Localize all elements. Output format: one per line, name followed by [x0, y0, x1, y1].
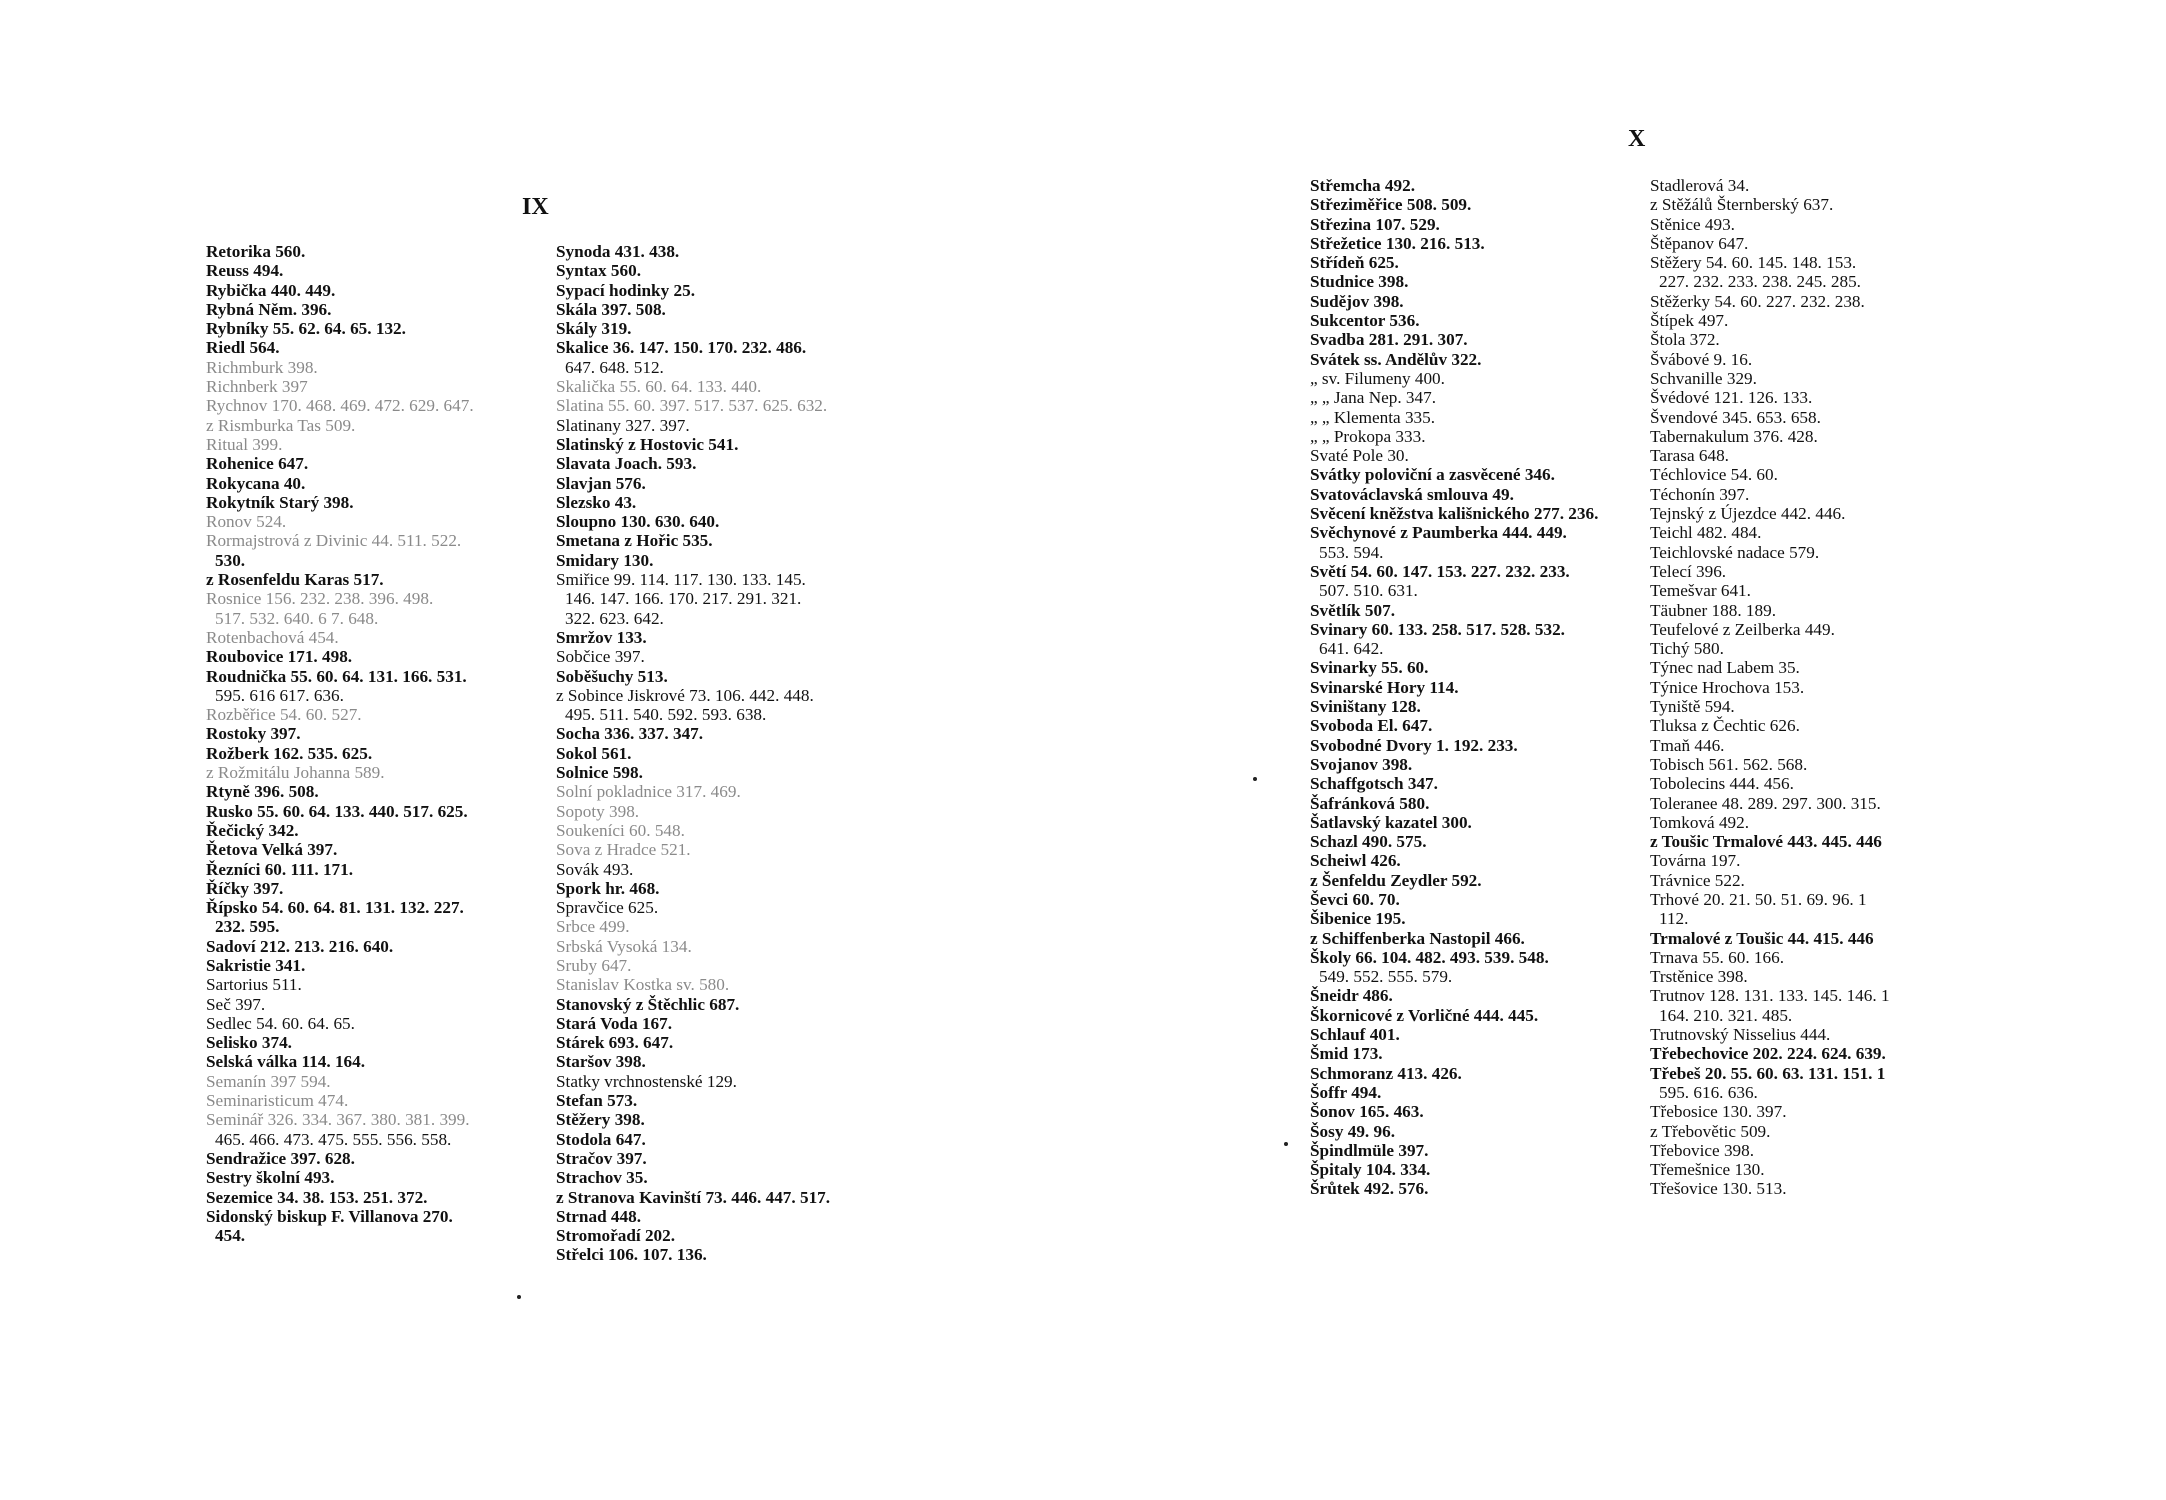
stray-dot — [1253, 777, 1257, 781]
index-entry: Sedlec 54. 60. 64. 65. — [206, 1013, 355, 1033]
index-entry: 164. 210. 321. 485. — [1659, 1005, 1793, 1025]
index-entry: Seminaristicum 474. — [206, 1091, 349, 1111]
index-entry: Stěžery 54. 60. 145. 148. 153. — [1650, 253, 1857, 273]
index-entry: Třemešnice 130. — [1650, 1160, 1765, 1180]
index-entry: Rybička 440. 449. — [206, 280, 336, 300]
index-entry: Retorika 560. — [206, 242, 306, 261]
index-entry: Továrna 197. — [1650, 851, 1741, 871]
index-entry: Spravčice 625. — [556, 898, 659, 918]
index-entry: Teichl 482. 484. — [1650, 523, 1762, 543]
index-entry: Slavjan 576. — [556, 473, 646, 493]
index-entry: 454. — [215, 1226, 246, 1246]
index-entry: Smiřice 99. 114. 117. 130. 133. 145. — [556, 570, 806, 590]
index-entry: Střemcha 492. — [1310, 176, 1416, 195]
index-entry: 112. — [1659, 909, 1689, 929]
index-entry: Täubner 188. 189. — [1650, 600, 1777, 620]
index-entry: Sviništany 128. — [1310, 697, 1421, 717]
page-number-right: X — [1628, 126, 1646, 152]
index-entry: Rychnov 170. 468. 469. 472. 629. 647. — [206, 396, 474, 416]
index-entry: 507. 510. 631. — [1319, 581, 1418, 601]
index-entry: 465. 466. 473. 475. 555. 556. 558. — [215, 1129, 452, 1149]
index-entry: 641. 642. — [1319, 639, 1384, 659]
stray-dot — [517, 1295, 521, 1299]
index-entry: 495. 511. 540. 592. 593. 638. — [565, 705, 767, 725]
index-entry: Tmaň 446. — [1650, 735, 1725, 755]
index-entry: Slavata Joach. 593. — [556, 454, 697, 474]
index-entry: Rokytník Starý 398. — [206, 492, 354, 512]
index-entry: Ronov 524. — [206, 512, 287, 532]
index-entry: z Rosenfeldu Karas 517. — [206, 570, 384, 590]
stray-dot — [1284, 1142, 1288, 1146]
index-entry: Slatinany 327. 397. — [556, 415, 690, 435]
index-entry: Říčky 397. — [206, 878, 284, 898]
index-entry: Rotenbachová 454. — [206, 627, 339, 647]
index-entry: Týnice Hrochova 153. — [1650, 677, 1805, 697]
index-entry: Teufelové z Zeilberka 449. — [1650, 619, 1835, 639]
index-entry: Stárek 693. 647. — [556, 1033, 674, 1053]
index-entry: Schvanille 329. — [1650, 368, 1757, 388]
index-entry: Střezina 107. 529. — [1310, 214, 1440, 234]
index-entry: Seminář 326. 334. 367. 380. 381. 399. — [206, 1110, 470, 1130]
index-entry: Tichý 580. — [1650, 639, 1724, 659]
index-entry: „ „ Klementa 335. — [1310, 407, 1436, 427]
index-entry: 322. 623. 642. — [565, 608, 664, 628]
index-entry: Strnad 448. — [556, 1206, 641, 1226]
index-entry: Smidary 130. — [556, 550, 654, 570]
index-entry: Roudnička 55. 60. 64. 131. 166. 531. — [206, 666, 467, 686]
index-entry: Teichlovské nadace 579. — [1650, 542, 1820, 562]
index-entry: Škornicové z Vorličné 444. 445. — [1310, 1005, 1539, 1025]
index-entry: Školy 66. 104. 482. 493. 539. 548. — [1310, 947, 1549, 967]
index-entry: Téchlovice 54. 60. — [1650, 465, 1778, 485]
index-entry: Střelci 106. 107. 136. — [556, 1245, 707, 1265]
index-entry: Studnice 398. — [1310, 272, 1409, 292]
index-entry: Řezníci 60. 111. 171. — [206, 859, 354, 879]
index-entry: Stodola 647. — [556, 1129, 646, 1149]
index-entry: 517. 532. 640. 6 7. 648. — [215, 608, 379, 628]
index-entry: Roubovice 171. 498. — [206, 647, 353, 667]
index-entry: z Stěžálů Šternberský 637. — [1650, 195, 1834, 215]
index-entry: Šosy 49. 96. — [1310, 1121, 1395, 1141]
index-entry: Schmoranz 413. 426. — [1310, 1063, 1462, 1083]
index-entry: Svobodné Dvory 1. 192. 233. — [1310, 735, 1518, 755]
index-entry: Tomková 492. — [1650, 812, 1750, 832]
index-entry: Trutnov 128. 131. 133. 145. 146. 1 — [1650, 986, 1890, 1006]
index-entry: Rybná Něm. 396. — [206, 299, 332, 319]
index-entry: Stromořadí 202. — [556, 1226, 676, 1246]
index-entry: Toleranee 48. 289. 297. 300. 315. — [1650, 793, 1881, 813]
index-entry: Tarasa 648. — [1650, 446, 1729, 466]
index-entry: Solní pokladnice 317. 469. — [556, 782, 741, 802]
index-entry: Švédové 121. 126. 133. — [1650, 388, 1813, 408]
index-entry: Skála 397. 508. — [556, 299, 666, 319]
index-entry: 530. — [215, 550, 246, 570]
index-entry: „ „ Prokopa 333. — [1310, 426, 1426, 446]
index-entry: Reuss 494. — [206, 261, 284, 281]
index-entry: Svinarky 55. 60. — [1310, 658, 1429, 678]
index-entry: z Stranova Kavinští 73. 446. 447. 517. — [556, 1187, 831, 1207]
index-entry: Třebovice 398. — [1650, 1140, 1755, 1160]
index-entry: Třebosice 130. 397. — [1650, 1102, 1787, 1122]
index-entry: Sezemice 34. 38. 153. 251. 372. — [206, 1187, 428, 1207]
index-entry: Tyniště 594. — [1650, 697, 1735, 717]
index-entry: Stefan 573. — [556, 1091, 638, 1111]
index-entry: Rtyně 396. 508. — [206, 782, 319, 802]
index-entry: Skalička 55. 60. 64. 133. 440. — [556, 377, 762, 397]
index-entry: Sudějov 398. — [1310, 291, 1404, 311]
index-entry: Špitaly 104. 334. — [1310, 1160, 1431, 1180]
index-entry: Svadba 281. 291. 307. — [1310, 330, 1468, 350]
index-entry: Soběšuchy 513. — [556, 666, 668, 686]
index-entry: z Sobince Jiskrové 73. 106. 442. 448. — [556, 685, 814, 705]
index-entry: Sloupno 130. 630. 640. — [556, 512, 720, 532]
index-entry: Šonov 165. 463. — [1310, 1102, 1424, 1122]
index-entry: Rostoky 397. — [206, 724, 301, 744]
index-entry: Sartorius 511. — [206, 975, 302, 995]
index-entry: Richnberk 397 — [206, 377, 308, 397]
index-entry: Tejnský z Újezdce 442. 446. — [1650, 504, 1846, 524]
index-entry: Střežetice 130. 216. 513. — [1310, 233, 1485, 253]
index-entry: Rybníky 55. 62. 64. 65. 132. — [206, 319, 406, 339]
index-entry: Stadlerová 34. — [1650, 176, 1750, 195]
index-entry: 553. 594. — [1319, 542, 1384, 562]
index-entry: z Rožmitálu Johanna 589. — [206, 763, 385, 783]
index-entry: Smržov 133. — [556, 627, 647, 647]
index-entry: Sendražice 397. 628. — [206, 1148, 355, 1168]
index-entry: Sakristie 341. — [206, 955, 306, 975]
index-entry: Rozběřice 54. 60. 527. — [206, 705, 362, 725]
index-entry: Schlauf 401. — [1310, 1025, 1400, 1045]
index-entry: Rormajstrová z Divinic 44. 511. 522. — [206, 531, 462, 551]
index-entry: 647. 648. 512. — [565, 357, 664, 377]
index-entry: Sopoty 398. — [556, 801, 640, 821]
index-entry: Sukcentor 536. — [1310, 311, 1420, 331]
index-entry: Selisko 374. — [206, 1033, 292, 1053]
index-entry: Srbce 499. — [556, 917, 630, 937]
index-entry: z Toušic Trmalové 443. 445. 446 — [1650, 832, 1882, 852]
index-entry: Trávnice 522. — [1650, 870, 1745, 890]
index-entry: z Třebovětic 509. — [1650, 1121, 1771, 1141]
index-entry: Třebeš 20. 55. 60. 63. 131. 151. 1 — [1650, 1063, 1886, 1083]
index-entry: Svátky poloviční a zasvěcené 346. — [1310, 465, 1555, 485]
index-column-left-2 — [556, 242, 830, 1265]
index-entry: Scheiwl 426. — [1310, 851, 1401, 871]
index-entry: Řetova Velká 397. — [206, 840, 338, 860]
index-entry: Šmid 173. — [1310, 1044, 1383, 1064]
index-entry: Tluksa z Čechtic 626. — [1650, 716, 1800, 736]
index-entry: Temešvar 641. — [1650, 581, 1751, 601]
index-entry: Ševci 60. 70. — [1310, 889, 1400, 909]
index-entry: Střídeň 625. — [1310, 253, 1399, 273]
index-entry: Světí 54. 60. 147. 153. 227. 232. 233. — [1310, 561, 1570, 581]
index-entry: Šrůtek 492. 576. — [1310, 1179, 1429, 1199]
index-entry: Řípsko 54. 60. 64. 81. 131. 132. 227. — [206, 898, 464, 918]
index-entry: Šatlavský kazatel 300. — [1310, 812, 1472, 832]
index-entry: z Šenfeldu Zeydler 592. — [1310, 870, 1482, 890]
index-entry: Švábové 9. 16. — [1650, 349, 1753, 369]
index-entry: Švendové 345. 653. 658. — [1650, 407, 1821, 427]
index-entry: 146. 147. 166. 170. 217. 291. 321. — [565, 589, 802, 609]
index-entry: Sadoví 212. 213. 216. 640. — [206, 936, 394, 956]
index-entry: Sova z Hradce 521. — [556, 840, 691, 860]
index-entry: z Rismburka Tas 509. — [206, 415, 356, 435]
index-entry: Staršov 398. — [556, 1052, 646, 1072]
index-entry: Seč 397. — [206, 994, 266, 1014]
index-entry: Smetana z Hořic 535. — [556, 531, 713, 551]
page-number-left: IX — [522, 194, 549, 220]
index-entry: Telecí 396. — [1650, 561, 1727, 581]
index-entry: Sokol 561. — [556, 743, 632, 763]
index-entry: Schazl 490. 575. — [1310, 832, 1427, 852]
index-entry: Tabernakulum 376. 428. — [1650, 426, 1818, 446]
index-entry: Skály 319. — [556, 319, 632, 339]
index-entry: Šafránková 580. — [1310, 793, 1430, 813]
index-entry: Slatina 55. 60. 397. 517. 537. 625. 632. — [556, 396, 828, 416]
index-entry: Stračov 397. — [556, 1148, 647, 1168]
index-entry: Štípek 497. — [1650, 311, 1729, 331]
index-entry: Rokycana 40. — [206, 473, 306, 493]
index-entry: 227. 232. 233. 238. 245. 285. — [1659, 272, 1861, 292]
index-entry: 595. 616 617. 636. — [215, 685, 344, 705]
index-entry: Štola 372. — [1650, 330, 1720, 350]
index-entry: Schaffgotsch 347. — [1310, 774, 1438, 794]
index-entry: Trutnovský Nisselius 444. — [1650, 1025, 1831, 1045]
index-entry: Tobolecins 444. 456. — [1650, 774, 1794, 794]
index-entry: Třebechovice 202. 224. 624. 639. — [1650, 1044, 1886, 1064]
index-entry: „ „ Jana Nep. 347. — [1310, 388, 1436, 408]
index-entry: Svinarské Hory 114. — [1310, 677, 1459, 697]
index-entry: Stěnice 493. — [1650, 214, 1735, 234]
index-entry: Šneidr 486. — [1310, 986, 1393, 1006]
index-entry: Semanín 397 594. — [206, 1071, 331, 1091]
index-entry: Světlík 507. — [1310, 600, 1395, 620]
index-entry: Richmburk 398. — [206, 357, 318, 377]
index-entry: Skalice 36. 147. 150. 170. 232. 486. — [556, 338, 807, 358]
index-entry: Srbská Vysoká 134. — [556, 936, 692, 956]
index-column-left-1 — [206, 242, 474, 1245]
index-entry: Třešovice 130. 513. — [1650, 1179, 1787, 1199]
index-entry: Stěžerky 54. 60. 227. 232. 238. — [1650, 291, 1865, 311]
index-entry: Svatováclavská smlouva 49. — [1310, 484, 1514, 504]
index-entry: Tobisch 561. 562. 568. — [1650, 754, 1808, 774]
index-entry: Trnava 55. 60. 166. — [1650, 947, 1784, 967]
index-entry: Ritual 399. — [206, 434, 283, 454]
index-entry: Šibenice 195. — [1310, 909, 1406, 929]
index-entry: Spork hr. 468. — [556, 878, 660, 898]
index-entry: Řečický 342. — [206, 820, 299, 840]
index-entry: 232. 595. — [215, 917, 280, 937]
index-entry: Rožberk 162. 535. 625. — [206, 743, 373, 763]
index-entry: Štěpanov 647. — [1650, 233, 1749, 253]
index-entry: Syntax 560. — [556, 261, 641, 281]
index-entry: Stanovský z Štěchlic 687. — [556, 994, 740, 1014]
index-column-right-2 — [1650, 176, 1890, 1199]
index-entry: Stará Voda 167. — [556, 1013, 673, 1033]
index-entry: Stanislav Kostka sv. 580. — [556, 975, 730, 995]
index-entry: 549. 552. 555. 579. — [1319, 967, 1453, 987]
index-entry: Šoffr 494. — [1310, 1082, 1382, 1102]
index-entry: Rusko 55. 60. 64. 133. 440. 517. 625. — [206, 801, 468, 821]
index-entry: Rohenice 647. — [206, 454, 309, 474]
index-entry: 595. 616. 636. — [1659, 1082, 1758, 1102]
index-entry: Svaté Pole 30. — [1310, 446, 1409, 466]
index-entry: „ sv. Filumeny 400. — [1310, 368, 1445, 388]
index-entry: Trstěnice 398. — [1650, 967, 1748, 987]
index-entry: Svátek ss. Andělův 322. — [1310, 349, 1482, 369]
index-entry: z Schiffenberka Nastopil 466. — [1310, 928, 1525, 948]
index-entry: Svinary 60. 133. 258. 517. 528. 532. — [1310, 619, 1565, 639]
index-entry: Trmalové z Toušic 44. 415. 446 — [1650, 928, 1874, 948]
index-entry: Trhové 20. 21. 50. 51. 69. 96. 1 — [1650, 889, 1867, 909]
index-entry: Svojanov 398. — [1310, 754, 1413, 774]
index-entry: Statky vrchnostenské 129. — [556, 1071, 737, 1091]
index-entry: Rosnice 156. 232. 238. 396. 498. — [206, 589, 434, 609]
index-entry: Týnec nad Labem 35. — [1650, 658, 1800, 678]
index-entry: Sovák 493. — [556, 859, 634, 879]
index-entry: Sruby 647. — [556, 955, 632, 975]
index-entry: Solnice 598. — [556, 763, 643, 783]
index-entry: Strachov 35. — [556, 1168, 648, 1188]
index-entry: Svěcení kněžstva kališnického 277. 236. — [1310, 504, 1599, 524]
index-entry: Socha 336. 337. 347. — [556, 724, 704, 744]
index-entry: Selská válka 114. 164. — [206, 1052, 366, 1072]
index-entry: Střeziměřice 508. 509. — [1310, 195, 1472, 215]
index-entry: Soukeníci 60. 548. — [556, 820, 685, 840]
index-entry: Slatinský z Hostovic 541. — [556, 434, 739, 454]
index-entry: Stěžery 398. — [556, 1110, 645, 1130]
index-entry: Špindlmüle 397. — [1310, 1140, 1429, 1160]
index-column-right-1 — [1310, 176, 1598, 1199]
index-entry: Sobčice 397. — [556, 647, 645, 667]
index-entry: Riedl 564. — [206, 338, 280, 358]
index-entry: Sidonský biskup F. Villanova 270. — [206, 1206, 453, 1226]
index-entry: Slezsko 43. — [556, 492, 637, 512]
index-entry: Svěchynové z Paumberka 444. 449. — [1310, 523, 1567, 543]
index-entry: Sestry školní 493. — [206, 1168, 335, 1188]
index-entry: Sypací hodinky 25. — [556, 280, 695, 300]
index-entry: Svoboda El. 647. — [1310, 716, 1433, 736]
index-entry: Synoda 431. 438. — [556, 242, 680, 261]
index-entry: Téchonín 397. — [1650, 484, 1750, 504]
